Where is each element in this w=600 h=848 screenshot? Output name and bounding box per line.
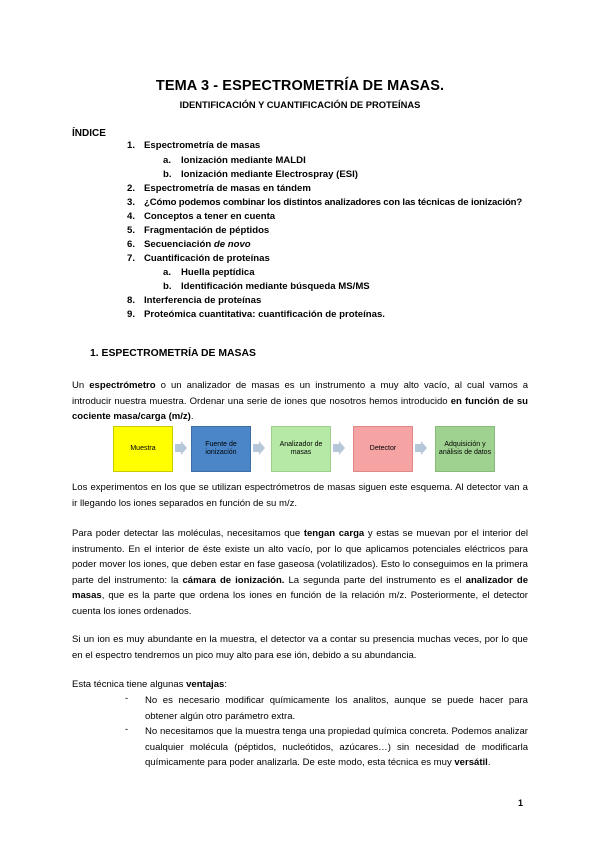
flow-arrow-icon — [415, 441, 427, 455]
paragraph-intro: Un espectrómetro o un analizador de masas es un instrumento a muy alto vacío, al cual vamos a introducir nuestra muestra. Ordenar una serie de iones que nosotros hemos introducido en función de su cociente masa/carga (m/z). — [72, 380, 528, 423]
flow-box-muestra: Muestra — [113, 426, 173, 472]
bullet-dash: - — [125, 724, 129, 735]
flow-box-adquisicion: Adquisición y análisis de datos — [435, 426, 495, 472]
paragraph-abundance: Si un ion es muy abundante en la muestra, el detector va a contar su presencia muchas veces, por lo que en el espectro tendremos un pico muy alto para ese ión, debido a su abundancia. — [72, 634, 528, 661]
flow-arrow-icon — [253, 441, 265, 455]
flow-box-fuente-ionizacion: Fuente de ionización — [191, 426, 251, 472]
document-page: TEMA 3 - ESPECTROMETRÍA DE MASAS. IDENTIFICACIÓN Y CUANTIFICACIÓN DE PROTEÍNAS ÍNDICE 1. Espectrometría de masas a. Ionización mediante MALDI b. Ionización mediante Electrospray (ESI) 2. Espectrometría de masas en tándem 3. ¿Cómo podemos combinar los distintos analizadores con las técnicas de ionización? 4. Conceptos a tener en cuenta 5. Fragmentación de péptidos 6. Secuenciación de novo 7. Cuantificación de proteínas a. Huella peptídica b. Identificación mediante búsqueda MS/MS 8. Interferencia de proteínas 9. Proteómica cuantitativa: cuantificación de proteínas. 1. ESPECTROMETRÍA DE MASAS Un espectrómetro o un analizador de masas es un instrumento a muy alto vacío, al cual vamos a introducir nuestra muestra. Ordenar una serie de iones que nosotros hemos introducido en función de su cociente masa/carga (m/z). Muestra Fuente de ionización Analizador de masas Detector Adquisición y análisis de datos Los experimentos en los que se utilizan espectrómetros de masas siguen este esquema. Al detector van a ir llegando los iones separados en función de su m/z. Para poder detectar las moléculas, necesitamos que tengan carga y estas se muevan por el interior del instrumento. En el interior de éste existe un alto vacío, por lo que aplicamos potenciales eléctricos para poder mover los iones, que deben estar en fase gaseosa (volatilizados). Esto lo conseguimos en la primera parte del instrumento: la cámara de ionización. La segunda parte del instrumento es el analizador de masas, que es la parte que ordena los iones en función de la relación m/z. Posteriormente, el detector cuenta los iones ordenados. Si un ion es muy abundante en la muestra, el detector va a contar su presencia muchas veces, por lo que en el espectro tendremos un pico muy alto para ese ión, debido a su abundancia. Esta técnica tiene algunas ventajas: - No es necesario modificar químicamente los analitos, aunque se puede hacer para obtener algún otro parámetro extra. - No necesitamos que la muestra tenga una propiedad química concreta. Podemos analizar cualquier molécula (péptidos, nucleótidos, azúcares…) sin necesidad de modificarla químicamente para poder analizarla. De este modo, esta técnica es muy versátil. 1 — [0, 0, 600, 848]
paragraph-ionization: Para poder detectar las moléculas, necesitamos que tengan carga y estas se muevan por el interior del instrumento. En el interior de éste existe un alto vacío, por lo que aplicamos potenciales eléctricos para poder mover los iones, que deben estar en fase gaseosa (volatilizados). Esto lo conseguimos en la primera parte del instrumento: la cámara de ionización. La segunda parte del instrumento es el analizador de masas, que es la parte que ordena los iones en función de la relación m/z. Posteriormente, el detector cuenta los iones ordenados. — [72, 528, 529, 617]
ms-workflow-diagram — [113, 426, 493, 470]
flow-arrow-icon — [333, 441, 345, 455]
flow-box-analizador: Analizador de masas — [271, 426, 331, 472]
document-subtitle: IDENTIFICACIÓN Y CUANTIFICACIÓN DE PROTEÍNAS — [179, 99, 421, 110]
section-heading: 1. ESPECTROMETRÍA DE MASAS — [90, 348, 256, 359]
flow-arrow-icon — [175, 441, 187, 455]
bullet-text: No es necesario modificar químicamente los analitos, aunque se puede hacer para obtener algún otro parámetro extra. — [145, 695, 528, 722]
index-heading: ÍNDICE — [72, 128, 106, 139]
paragraph-scheme: Los experimentos en los que se utilizan espectrómetros de masas siguen este esquema. Al detector van a ir llegando los iones separados en función de su m/z. — [72, 482, 528, 509]
flow-box-detector: Detector — [353, 426, 413, 472]
bullet-text: No necesitamos que la muestra tenga una propiedad química concreta. Podemos analizar cualquier molécula (péptidos, nucleótidos, azúcares…) sin necesidad de modificarla químicamente para poder analizarla. De este modo, esta técnica es muy versátil. — [145, 726, 528, 769]
page-number: 1 — [518, 798, 524, 808]
bullet-dash: - — [125, 693, 129, 704]
document-title: TEMA 3 - ESPECTROMETRÍA DE MASAS. — [155, 78, 445, 94]
paragraph-advantages: Esta técnica tiene algunas ventajas: — [72, 679, 227, 690]
